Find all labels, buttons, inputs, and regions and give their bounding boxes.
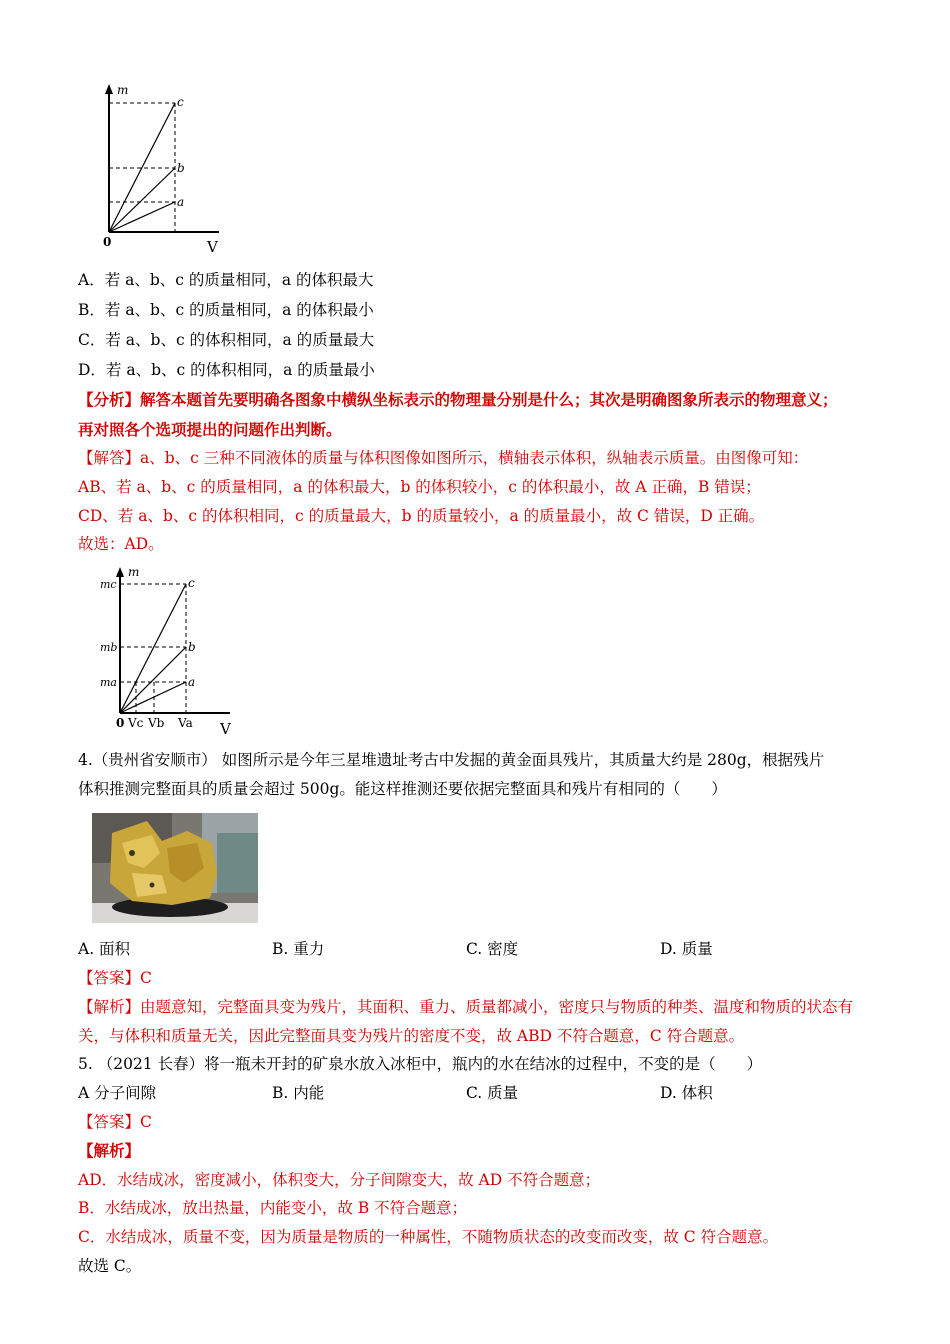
line-label-a: a xyxy=(177,195,185,209)
q5-explain-title: 【解析】 xyxy=(78,1141,141,1160)
line-a xyxy=(120,682,186,713)
line-b xyxy=(120,647,186,713)
q3-solution-line-2: AB、若 a、b、c 的质量相同，a 的体积最大，b 的体积较小，c 的体积最小，故 A 正确，B 错误； xyxy=(78,478,761,496)
q4-answer: 【答案】C xyxy=(78,969,152,987)
q4-stem-line-2: 体积推测完整面具的质量会超过 500g。能这样推测还要依据完整面具和残片有相同的（ ） xyxy=(78,780,727,798)
origin-label: 0 xyxy=(103,235,112,249)
q3-analysis-line-2: 再对照各个选项提出的问题作出判断。 xyxy=(78,420,342,439)
q5-option-a: A 分子间隙 xyxy=(78,1084,157,1102)
x-axis-label: V xyxy=(220,720,231,738)
y-axis-arrow-icon xyxy=(116,567,124,577)
q3-option-d: D．若 a、b、c 的体积相同，a 的质量最小 xyxy=(78,361,375,379)
q3-solution-line-3: CD、若 a、b、c 的体积相同，c 的质量最大，b 的质量较小，a 的质量最小，故 C 错误，D 正确。 xyxy=(78,507,765,525)
q5-stem: 5. （2021 长春）将一瓶未开封的矿泉水放入冰柜中，瓶内的水在结冰的过程中，不变的是（ ） xyxy=(78,1055,763,1073)
q5-answer: 【答案】C xyxy=(78,1113,152,1131)
m-label-c: mc xyxy=(100,578,117,591)
line-label-b: b xyxy=(188,640,196,654)
q5-explain-line-1: AD．水结成冰，密度减小，体积变大，分子间隙变大，故 AD 不符合题意； xyxy=(78,1171,601,1189)
line-label-c: c xyxy=(188,576,195,590)
origin-label: 0 xyxy=(116,716,125,730)
line-label-b: b xyxy=(177,161,185,175)
q4-option-b: B. 重力 xyxy=(272,940,325,958)
q3-option-b: B．若 a、b、c 的质量相同，a 的体积最小 xyxy=(78,301,374,319)
y-axis-label: m xyxy=(128,565,140,579)
q3-solution-line-4: 故选：AD。 xyxy=(78,535,164,553)
v-label-a: Va xyxy=(178,716,193,730)
q4-explain-line-1: 【解析】由题意知，完整面具变为残片，其面积、重力、质量都减小，密度只与物质的种类、温度和物质的状态有 xyxy=(78,998,854,1016)
q5-explain-line-2: B．水结成冰，放出热量，内能变小，故 B 不符合题意； xyxy=(78,1199,468,1217)
v-label-b: Vb xyxy=(148,716,165,730)
q5-option-b: B. 内能 xyxy=(272,1084,325,1102)
m-label-a: ma xyxy=(100,676,117,689)
line-b xyxy=(109,168,175,232)
mass-volume-graph-2 xyxy=(98,562,248,740)
q3-option-a: A．若 a、b、c 的质量相同，a 的体积最大 xyxy=(78,271,374,289)
line-label-a: a xyxy=(188,675,196,689)
q4-explain-line-2: 关，与体积和质量无关，因此完整面具变为残片的密度不变，故 ABD 不符合题意，C 符合题意。 xyxy=(78,1027,745,1045)
q5-option-d: D. 体积 xyxy=(660,1084,713,1102)
gold-mask-photo xyxy=(92,813,258,923)
line-a xyxy=(109,202,175,232)
q5-option-c: C. 质量 xyxy=(466,1084,519,1102)
q4-stem-line-1: 4.（贵州省安顺市） 如图所示是今年三星堆遗址考古中发掘的黄金面具残片，其质量大约是 280g，根据残片 xyxy=(78,751,825,769)
y-axis-arrow-icon xyxy=(105,84,113,94)
q5-explain-line-3: C．水结成冰，质量不变，因为质量是物质的一种属性，不随物质状态的改变而改变，故 C 符合题意。 xyxy=(78,1228,779,1246)
q4-option-c: C. 密度 xyxy=(466,940,519,958)
x-axis-label: V xyxy=(207,238,218,256)
m-label-b: mb xyxy=(100,641,118,654)
q3-option-c: C．若 a、b、c 的体积相同，a 的质量最大 xyxy=(78,331,375,349)
mass-volume-graph-1 xyxy=(95,80,235,260)
v-label-c: Vc xyxy=(128,716,144,730)
y-axis-label: m xyxy=(117,83,129,97)
q5-explain-line-4: 故选 C。 xyxy=(78,1257,142,1275)
line-label-c: c xyxy=(177,95,184,109)
line-c xyxy=(120,584,186,713)
q3-solution-line-1: 【解答】a、b、c 三种不同液体的质量与体积图像如图所示，横轴表示体积，纵轴表示质量。由图像可知： xyxy=(78,449,809,467)
q4-option-d: D. 质量 xyxy=(660,940,713,958)
q3-analysis-line-1: 【分析】解答本题首先要明确各图象中横纵坐标表示的物理量分别是什么；其次是明确图象所表示的物理意义； xyxy=(78,390,838,409)
q4-option-a: A. 面积 xyxy=(78,940,131,958)
